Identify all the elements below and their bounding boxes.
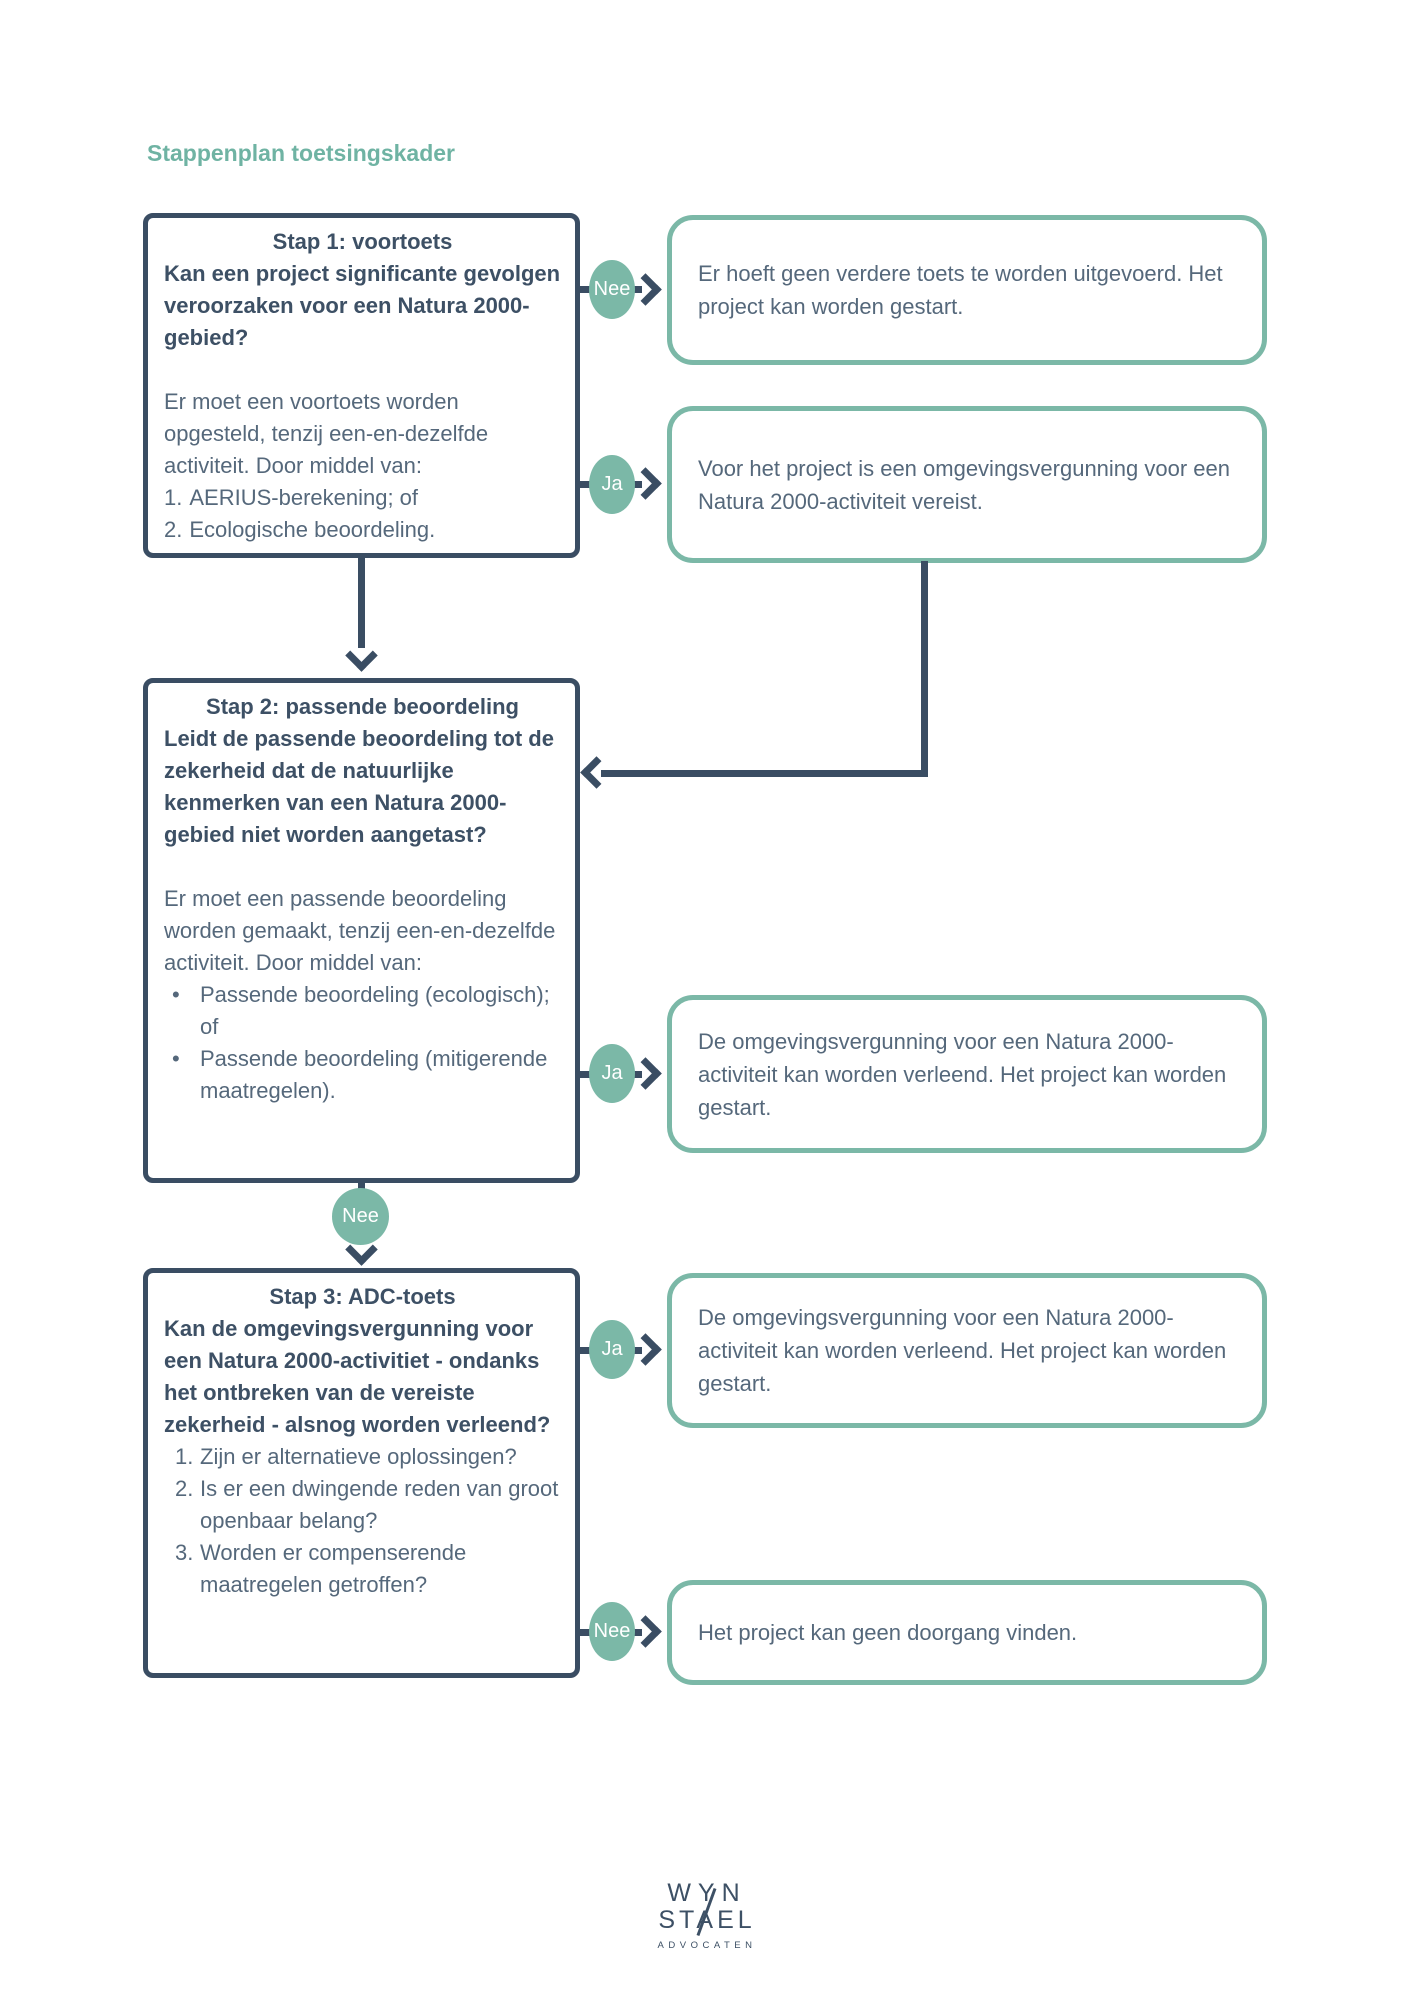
outcome-box-step3-nee [667, 1580, 1267, 1685]
connector-outcome2-step2-vline [921, 561, 928, 775]
list-item [164, 1537, 561, 1601]
step-1-box [143, 213, 580, 558]
outcome-box-step3-ja [667, 1273, 1267, 1428]
step-1-question: Kan een project significante gevolgen veroorzaken voor een Natura 2000-gebied? [164, 261, 561, 350]
step-3-question: Kan de omgevingsvergunning voor een Natura 2000-activitiet - ondanks het ontbreken van de vereiste zekerheid - alsnog worden verleend? [164, 1316, 551, 1437]
outcome-text: De omgevingsvergunning voor een Natura 2000-activiteit kan worden verleend. Het project kan worden gestart. [698, 1028, 1227, 1120]
step-2-body: Er moet een passende beoordeling worden gemaakt, tenzij een-en-dezelfde activiteit. Door middel van: [164, 886, 556, 975]
step-1-list [164, 482, 561, 546]
decision-bubble-nee: Nee [589, 1602, 635, 1661]
decision-bubble-nee: Nee [589, 260, 635, 319]
spacer [164, 851, 561, 883]
outcome-text: Er hoeft geen verdere toets te worden uitgevoerd. Het project kan worden gestart. [698, 261, 1223, 319]
step-2-box [143, 678, 580, 1183]
list-text: Passende beoordeling (mitigerende maatregelen). [200, 1046, 548, 1103]
list-text: Zijn er alternatieve oplossingen? [200, 1444, 517, 1469]
outcome-text: De omgevingsvergunning voor een Natura 2000-activiteit kan worden verleend. Het project kan worden gestart. [698, 1305, 1227, 1396]
list-text: Ecologische beoordeling. [189, 517, 436, 542]
step-3-list [164, 1441, 561, 1601]
list-marker: 1. [175, 1444, 194, 1469]
list-text: Is er een dwingende reden van groot openbaar belang? [200, 1476, 559, 1533]
wynstael-logo [0, 1880, 1414, 1951]
decision-bubble-ja: Ja [589, 455, 635, 514]
step-1-body: Er moet een voortoets worden opgesteld, tenzij een-en-dezelfde activiteit. Door middel van: [164, 389, 489, 478]
arrow-left-icon [580, 756, 613, 789]
outcome-box-step1-nee [667, 215, 1267, 365]
connector-outcome2-step2-hline [601, 770, 928, 777]
list-text: AERIUS-berekening; of [189, 485, 419, 510]
list-item [164, 514, 561, 546]
bullet-marker: • [172, 982, 180, 1007]
step-2-question: Leidt de passende beoordeling tot de zekerheid dat de natuurlijke kenmerken van een Natura 2000-gebied niet worden aangetast? [164, 726, 554, 847]
list-item [164, 482, 561, 514]
spacer [164, 354, 561, 386]
list-marker: 2. [175, 1476, 194, 1501]
step-3-heading: Stap 3: ADC-toets [269, 1284, 456, 1309]
logo-tagline: ADVOCATEN [657, 1940, 757, 1951]
logo-line-1: WYN [667, 1879, 747, 1907]
decision-bubble-ja: Ja [589, 1044, 635, 1103]
list-marker: 1. [164, 485, 183, 510]
arrow-down-icon [345, 639, 378, 672]
list-text: Passende beoordeling (ecologisch); of [200, 982, 550, 1039]
outcome-box-step1-ja [667, 406, 1267, 563]
list-item [164, 979, 561, 1043]
step-2-list [164, 979, 561, 1107]
list-marker: 2. [164, 517, 183, 542]
decision-bubble-nee: Nee [332, 1188, 389, 1245]
list-item [164, 1441, 561, 1473]
page-title: Stappenplan toetsingskader [147, 140, 456, 166]
outcome-text: Voor het project is een omgevingsvergunning voor een Natura 2000-activiteit vereist. [698, 455, 1231, 514]
list-item [164, 1043, 561, 1107]
list-text: Worden er compenserende maatregelen getroffen? [200, 1540, 467, 1597]
outcome-box-step2-ja [667, 995, 1267, 1153]
list-item [164, 1473, 561, 1537]
step-3-box [143, 1268, 580, 1678]
logo-line-2: STAEL [658, 1906, 756, 1934]
step-2-heading: Stap 2: passende beoordeling [206, 694, 519, 719]
outcome-text: Het project kan geen doorgang vinden. [698, 1620, 1078, 1645]
bullet-marker: • [172, 1046, 180, 1071]
list-marker: 3. [175, 1540, 194, 1565]
connector-step1-step2-line [358, 558, 365, 648]
step-1-heading: Stap 1: voortoets [272, 229, 453, 254]
decision-bubble-ja: Ja [589, 1320, 635, 1379]
